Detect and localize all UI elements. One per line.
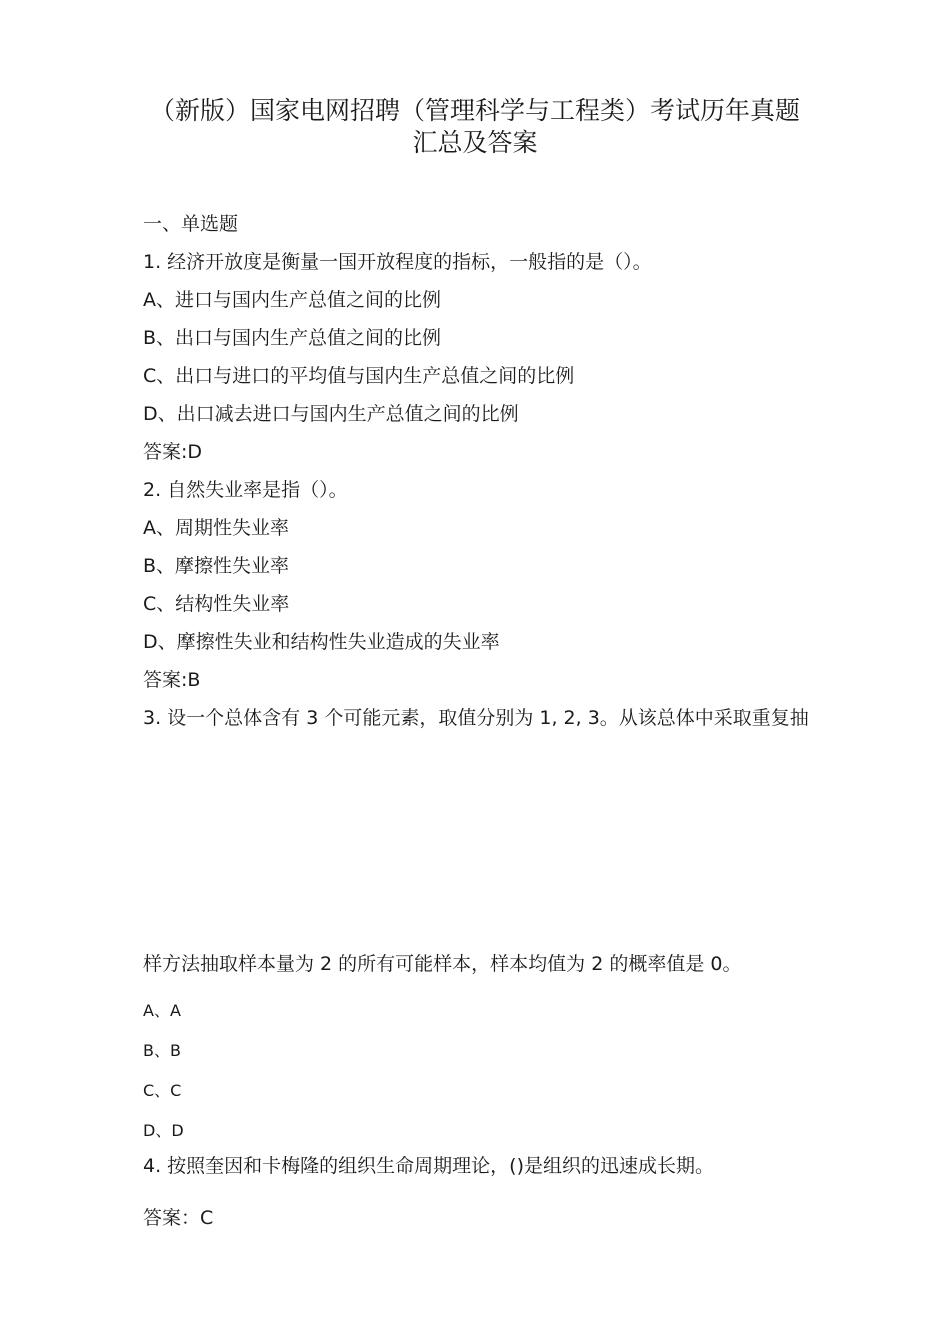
q4-answer: 答案：C xyxy=(143,1207,214,1229)
document-title-line1: （新版）国家电网招聘（管理科学与工程类）考试历年真题 xyxy=(149,96,800,125)
q2-answer: 答案:B xyxy=(143,669,201,691)
q2-option-d: D、摩擦性失业和结构性失业造成的失业率 xyxy=(143,631,500,653)
q3-option-c: C、C xyxy=(143,1081,182,1100)
question-2: 2. 自然失业率是指（）。 xyxy=(143,479,348,501)
q3-option-a: A、A xyxy=(143,1001,181,1020)
q1-option-c: C、出口与进口的平均值与国内生产总值之间的比例 xyxy=(143,365,575,387)
section-heading: 一、单选题 xyxy=(143,213,239,235)
q3-option-b: B、B xyxy=(143,1041,181,1060)
question-1: 1. 经济开放度是衡量一国开放程度的指标，一般指的是（）。 xyxy=(143,251,652,273)
document-title-line2: 汇总及答案 xyxy=(412,128,538,157)
q2-option-a: A、周期性失业率 xyxy=(143,517,289,539)
q1-option-d: D、出口减去进口与国内生产总值之间的比例 xyxy=(143,403,519,425)
question-3-line2: 样方法抽取样本量为 2 的所有可能样本，样本均值为 2 的概率值是 0。 xyxy=(143,953,742,975)
q1-option-b: B、出口与国内生产总值之间的比例 xyxy=(143,327,442,349)
question-4: 4. 按照奎因和卡梅隆的组织生命周期理论，()是组织的迅速成长期。 xyxy=(143,1155,714,1177)
q1-answer: 答案:D xyxy=(143,441,203,463)
q1-option-a: A、进口与国内生产总值之间的比例 xyxy=(143,289,441,311)
q3-option-d: D、D xyxy=(143,1121,184,1140)
q2-option-b: B、摩擦性失业率 xyxy=(143,555,290,577)
question-3-line1: 3. 设一个总体含有 3 个可能元素，取值分别为 1, 2, 3。从该总体中采取重复抽 xyxy=(143,707,809,729)
q2-option-c: C、结构性失业率 xyxy=(143,593,290,615)
